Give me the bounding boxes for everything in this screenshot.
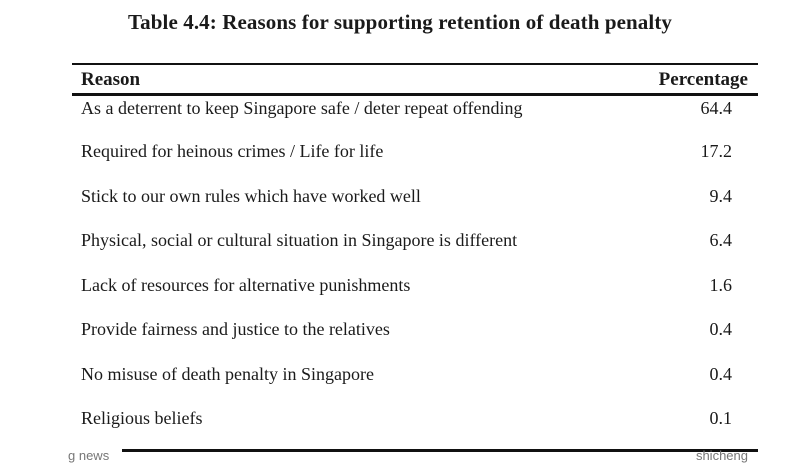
- table-title: Table 4.4: Reasons for supporting retention of death penalty: [127, 10, 673, 34]
- table-row: [72, 362, 758, 407]
- percentage-cell: 0.4: [709, 363, 732, 384]
- reasons-table: [72, 63, 758, 451]
- table-row: [72, 317, 758, 362]
- percentage-cell: 6.4: [709, 230, 732, 250]
- percentage-cell: 17.2: [700, 141, 732, 161]
- reason-cell: Lack of resources for alternative punishments: [81, 274, 411, 295]
- reason-cell: Stick to our own rules which have worked well: [81, 185, 421, 206]
- watermark-right: shicheng: [695, 448, 748, 463]
- table-row: [72, 184, 758, 229]
- percentage-cell: 9.4: [709, 185, 732, 206]
- table-row: [72, 139, 758, 184]
- column-header-reason: Reason: [81, 69, 141, 90]
- table-row: [72, 228, 758, 273]
- reason-cell: Religious beliefs: [81, 408, 203, 428]
- reason-cell: Physical, social or cultural situation in Singapore is different: [81, 230, 518, 250]
- reason-cell: Provide fairness and justice to the relatives: [81, 319, 390, 339]
- table-row: [72, 406, 758, 451]
- table-row: [72, 96, 758, 139]
- reason-cell: As a deterrent to keep Singapore safe / deter repeat offending: [81, 98, 523, 118]
- percentage-cell: 0.1: [709, 408, 732, 428]
- percentage-cell: 0.4: [709, 319, 732, 339]
- table-row: [72, 273, 758, 318]
- percentage-cell: 1.6: [709, 274, 732, 295]
- reason-cell: Required for heinous crimes / Life for life: [81, 141, 384, 161]
- table-header: [72, 65, 758, 96]
- reason-cell: No misuse of death penalty in Singapore: [81, 363, 374, 384]
- percentage-cell: 64.4: [700, 98, 732, 118]
- column-header-percentage: Percentage: [658, 69, 748, 90]
- watermark-left: g news: [68, 448, 110, 463]
- table-bottom-rule: [122, 449, 758, 452]
- table-body: [72, 96, 758, 451]
